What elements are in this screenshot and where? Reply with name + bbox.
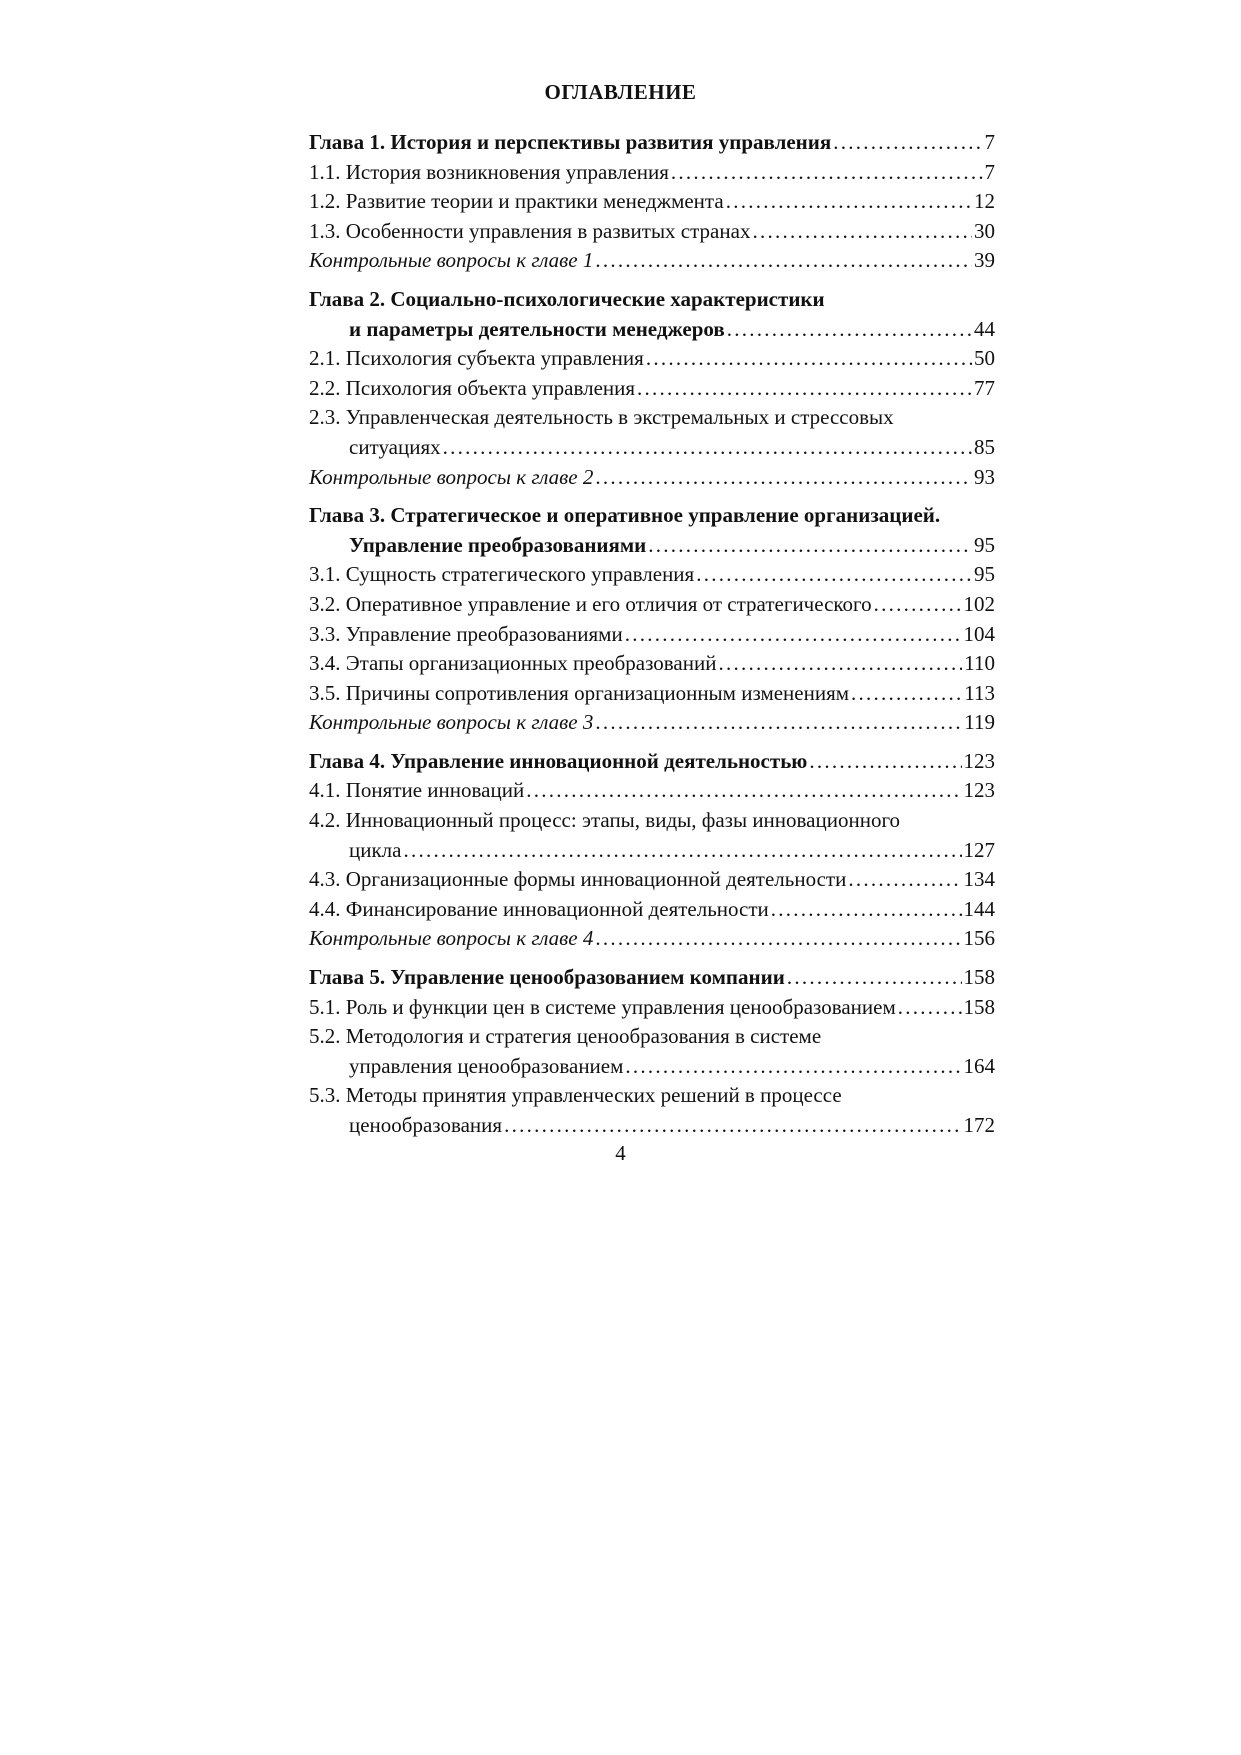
- toc-entry-section[interactable]: [309, 344, 995, 374]
- toc-entry-title: Контрольные вопросы к главе 1: [309, 248, 594, 273]
- toc-page-number: 39: [974, 248, 995, 273]
- dot-leader: [752, 217, 972, 247]
- dot-leader: [646, 344, 972, 374]
- toc-page-number: 7: [984, 159, 995, 184]
- toc-entry-title: 1.3. Особенности управления в развитых странах: [309, 218, 751, 243]
- toc-entry-section[interactable]: [309, 403, 995, 462]
- toc-entry-questions[interactable]: [309, 463, 995, 493]
- toc-page-number: 12: [974, 189, 995, 214]
- toc-entry-chapter[interactable]: [309, 128, 995, 158]
- chapter-gap: [309, 492, 995, 501]
- toc-entry-section[interactable]: [309, 1022, 995, 1081]
- toc-entry-title: 3.5. Причины сопротивления организационным изменениям: [309, 680, 850, 705]
- chapter-gap: [309, 738, 995, 747]
- toc-page-number: 104: [963, 621, 995, 646]
- toc-entry-title: 2.2. Психология объекта управления: [309, 375, 636, 400]
- toc-entry-section[interactable]: [309, 865, 995, 895]
- toc-entry-title: Глава 5. Управление ценообразованием компании: [309, 965, 785, 990]
- toc-page-number: 30: [974, 218, 995, 243]
- toc-entry-title: 1.1. История возникновения управления: [309, 159, 669, 184]
- toc-entry-section[interactable]: [309, 560, 995, 590]
- toc-entry-section[interactable]: [309, 776, 995, 806]
- dot-leader: [718, 649, 962, 679]
- toc-entry-title: Контрольные вопросы к главе 2: [309, 464, 594, 489]
- page-number: 4: [615, 1141, 626, 1165]
- dot-leader: [403, 836, 961, 866]
- toc-entry-title-continued: Управление преобразованиями: [349, 532, 647, 557]
- dot-leader: [848, 865, 961, 895]
- dot-leader: [637, 374, 972, 404]
- toc-page-number: 164: [963, 1053, 995, 1078]
- toc-entry-title: 1.2. Развитие теории и практики менеджмента: [309, 189, 724, 214]
- dot-leader: [595, 924, 961, 954]
- page-title: ОГЛАВЛЕНИЕ: [544, 80, 697, 104]
- toc-entry-title: Глава 2. Социально-психологические характеристики: [309, 286, 825, 311]
- table-of-contents: [309, 128, 995, 1141]
- toc-entry-section[interactable]: [309, 1081, 995, 1140]
- toc-page-number: 123: [963, 748, 995, 773]
- toc-entry-title-continued: ценообразования: [349, 1113, 503, 1137]
- toc-entry-questions[interactable]: [309, 246, 995, 276]
- toc-entry-title: 4.4. Финансирование инновационной деятельности: [309, 896, 769, 921]
- toc-entry-title: 2.1. Психология субъекта управления: [309, 346, 644, 371]
- dot-leader: [771, 895, 962, 925]
- toc-entry-section[interactable]: [309, 217, 995, 247]
- toc-entry-questions[interactable]: [309, 708, 995, 738]
- dot-leader: [625, 620, 962, 650]
- toc-entry-chapter[interactable]: [309, 963, 995, 993]
- toc-entry-title: 4.1. Понятие инноваций: [309, 778, 525, 803]
- dot-leader: [595, 708, 962, 738]
- toc-page-number: 158: [963, 994, 995, 1019]
- toc-page-number: 110: [964, 651, 995, 676]
- toc-entry-section[interactable]: [309, 895, 995, 925]
- dot-leader: [874, 590, 962, 620]
- dot-leader: [671, 158, 983, 188]
- dot-leader: [504, 1111, 961, 1141]
- chapter-gap: [309, 276, 995, 285]
- dot-leader: [595, 246, 972, 276]
- chapter-gap: [309, 954, 995, 963]
- toc-entry-title: 4.3. Организационные формы инновационной деятельности: [309, 867, 847, 892]
- toc-page-number: 158: [963, 965, 995, 990]
- toc-page-number: 44: [974, 316, 995, 341]
- toc-entry-section[interactable]: [309, 649, 995, 679]
- dot-leader: [727, 315, 972, 345]
- toc-entry-questions[interactable]: [309, 924, 995, 954]
- toc-entry-title: 5.2. Методология и стратегия ценообразования в системе: [309, 1024, 822, 1049]
- toc-entry-title-continued: управления ценообразованием: [349, 1053, 624, 1078]
- dot-leader: [851, 679, 962, 709]
- toc-entry-title: Глава 4. Управление инновационной деятельностью: [309, 748, 808, 773]
- dot-leader: [648, 531, 972, 561]
- toc-entry-section[interactable]: [309, 374, 995, 404]
- dot-leader: [809, 747, 961, 777]
- toc-page-number: 123: [963, 778, 995, 803]
- toc-entry-title: 3.4. Этапы организационных преобразований: [309, 651, 717, 676]
- toc-entry-title-continued: цикла: [349, 837, 402, 862]
- toc-entry-section[interactable]: [309, 993, 995, 1023]
- dot-leader: [625, 1052, 961, 1082]
- toc-page-number: 172: [963, 1113, 995, 1137]
- dot-leader: [526, 776, 961, 806]
- toc-page-number: 156: [963, 926, 995, 951]
- toc-entry-section[interactable]: [309, 806, 995, 865]
- toc-page-number: 127: [963, 837, 995, 862]
- dot-leader: [595, 463, 972, 493]
- toc-page-number: 95: [974, 562, 995, 587]
- dot-leader: [443, 433, 972, 463]
- toc-entry-section[interactable]: [309, 679, 995, 709]
- toc-entry-chapter[interactable]: [309, 285, 995, 344]
- toc-page-number: 113: [964, 680, 995, 705]
- toc-page-number: 7: [984, 130, 995, 154]
- toc-entry-chapter[interactable]: [309, 747, 995, 777]
- toc-entry-title: Глава 1. История и перспективы развития управления: [309, 130, 832, 154]
- toc-entry-title: 3.1. Сущность стратегического управления: [309, 562, 695, 587]
- toc-page-number: 93: [974, 464, 995, 489]
- toc-entry-title: 5.1. Роль и функции цен в системе управления ценообразованием: [309, 994, 896, 1019]
- toc-page-number: 77: [974, 375, 995, 400]
- dot-leader: [898, 993, 962, 1023]
- toc-entry-title: Контрольные вопросы к главе 3: [309, 710, 594, 735]
- toc-entry-title: 4.2. Инновационный процесс: этапы, виды, фазы инновационного: [309, 808, 901, 833]
- toc-page-number: 134: [963, 867, 995, 892]
- toc-page-number: 95: [974, 532, 995, 557]
- toc-entry-section[interactable]: [309, 187, 995, 217]
- dot-leader: [696, 560, 972, 590]
- dot-leader: [833, 128, 982, 158]
- toc-entry-title-continued: и параметры деятельности менеджеров: [349, 316, 725, 341]
- toc-entry-chapter[interactable]: [309, 501, 995, 560]
- toc-entry-title: 3.2. Оперативное управление и его отличия от стратегического: [309, 591, 872, 616]
- toc-entry-title: 2.3. Управленческая деятельность в экстремальных и стрессовых: [309, 405, 894, 430]
- toc-page-number: 102: [963, 591, 995, 616]
- toc-entry-title-continued: ситуациях: [349, 434, 441, 459]
- toc-entry-title: Контрольные вопросы к главе 4: [309, 926, 594, 951]
- dot-leader: [787, 963, 962, 993]
- toc-entry-section[interactable]: [309, 590, 995, 620]
- toc-entry-title: Глава 3. Стратегическое и оперативное управление организацией.: [309, 503, 941, 528]
- toc-entry-title: 3.3. Управление преобразованиями: [309, 621, 623, 646]
- toc-page-number: 85: [974, 434, 995, 459]
- toc-page-number: 119: [964, 710, 995, 735]
- toc-entry-section[interactable]: [309, 620, 995, 650]
- toc-entry-section[interactable]: [309, 158, 995, 188]
- dot-leader: [726, 187, 972, 217]
- toc-entry-title: 5.3. Методы принятия управленческих решений в процессе: [309, 1083, 842, 1108]
- toc-page-number: 50: [974, 346, 995, 371]
- toc-page-number: 144: [963, 896, 995, 921]
